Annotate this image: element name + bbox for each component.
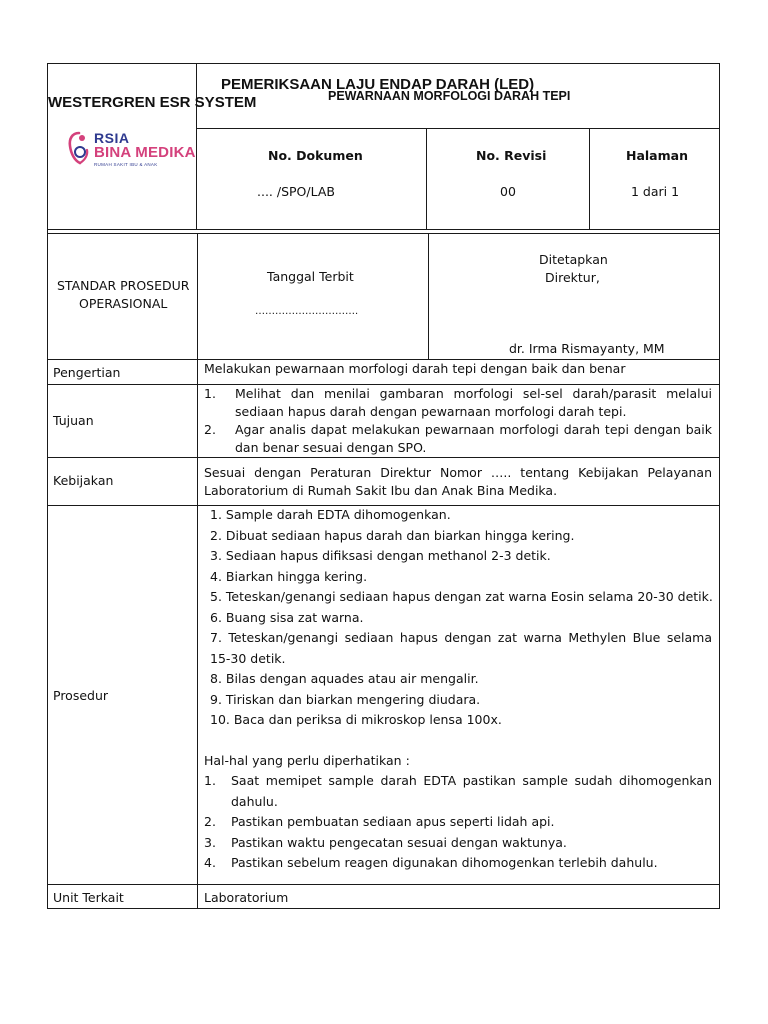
no-revisi-value: 00 (500, 184, 516, 199)
title-left: WESTERGREN ESR SYSTEM (48, 94, 257, 111)
tujuan-num: 1. (204, 386, 216, 401)
prosedur-step: 1. Sample darah EDTA dihomogenkan. (210, 507, 451, 522)
prosedur-step: 9. Tiriskan dan biarkan mengering diudara. (210, 692, 481, 707)
kebijakan-line: Sesuai dengan Peraturan Direktur Nomor ….. tentang Kebijakan Pelayanan (204, 465, 712, 480)
prosedur-step: 7. Teteskan/genangi sediaan hapus dengan zat warna Methylen Blue selama (210, 630, 712, 645)
pengertian-label: Pengertian (53, 365, 121, 380)
tujuan-item-line: Agar analis dapat melakukan pewarnaan morfologi darah tepi dengan baik (235, 422, 712, 437)
perhatian-item-line: Pastikan pembuatan sediaan apus seperti lidah api. (231, 814, 555, 829)
tanggal-terbit-label: Tanggal Terbit (267, 269, 354, 284)
prosedur-step: 10. Baca dan periksa di mikroskop lensa 100x. (210, 712, 502, 727)
no-dokumen-value: .... /SPO/LAB (257, 184, 335, 199)
kebijakan-label: Kebijakan (53, 473, 114, 488)
prosedur-step: 15-30 detik. (210, 651, 286, 666)
perhatian-item-line: Pastikan waktu pengecatan sesuai dengan waktunya. (231, 835, 567, 850)
pengertian-text: Melakukan pewarnaan morfologi darah tepi dengan baik dan benar (204, 361, 626, 376)
no-revisi-label: No. Revisi (476, 148, 547, 163)
prosedur-step: 2. Dibuat sediaan hapus darah dan biarkan hingga kering. (210, 528, 575, 543)
no-dokumen-label: No. Dokumen (268, 148, 363, 163)
perhatian-item-line: dahulu. (231, 794, 278, 809)
unit-terkait-label: Unit Terkait (53, 890, 124, 905)
spo-label-line2: OPERASIONAL (79, 296, 168, 311)
perhatian-item-line: Saat memipet sample darah EDTA pastikan sample sudah dihomogenkan (231, 773, 712, 788)
perhatian-num: 3. (204, 835, 216, 850)
prosedur-label: Prosedur (53, 688, 109, 703)
perhatian-title: Hal-hal yang perlu diperhatikan : (204, 753, 410, 768)
signatory-name: dr. Irma Rismayanty, MM (509, 341, 665, 356)
tanggal-terbit-value: …………………………. (255, 306, 359, 317)
tujuan-item-line: dan benar sesuai dengan SPO. (235, 440, 427, 455)
prosedur-step: 4. Biarkan hingga kering. (210, 569, 368, 584)
logo-line2: BINA MEDIKA (94, 144, 196, 161)
tujuan-item-line: sediaan hapus darah dengan pewarnaan morfologi darah tepi. (235, 404, 627, 419)
perhatian-num: 2. (204, 814, 216, 829)
perhatian-num: 1. (204, 773, 216, 788)
tujuan-item-line: Melihat dan menilai gambaran morfologi sel-sel darah/parasit melalui (235, 386, 712, 401)
kebijakan-line: Laboratorium di Rumah Sakit Ibu dan Anak Bina Medika. (204, 483, 558, 498)
mother-child-logo-icon (66, 130, 92, 166)
prosedur-step: 3. Sediaan hapus difiksasi dengan methanol 2-3 detik. (210, 548, 551, 563)
tujuan-label: Tujuan (53, 413, 94, 428)
logo-line1: RSIA (94, 130, 130, 146)
perhatian-num: 4. (204, 855, 216, 870)
tujuan-num: 2. (204, 422, 216, 437)
halaman-value: 1 dari 1 (631, 184, 680, 199)
halaman-label: Halaman (626, 148, 688, 163)
title-main: PEMERIKSAAN LAJU ENDAP DARAH (LED) (221, 76, 535, 93)
title-sub: PEWARNAAN MORFOLOGI DARAH TEPI (328, 89, 571, 103)
prosedur-step: 6. Buang sisa zat warna. (210, 610, 364, 625)
prosedur-step: 5. Teteskan/genangi sediaan hapus dengan zat warna Eosin selama 20-30 detik. (210, 589, 713, 604)
unit-terkait-value: Laboratorium (204, 890, 289, 905)
prosedur-step: 8. Bilas dengan aquades atau air mengalir. (210, 671, 479, 686)
ditetapkan-label: Ditetapkan (539, 252, 608, 267)
spo-label-line1: STANDAR PROSEDUR (57, 278, 190, 293)
logo-line3: RUMAH SAKIT IBU & ANAK (94, 162, 158, 167)
direktur-label: Direktur, (545, 270, 600, 285)
perhatian-item-line: Pastikan sebelum reagen digunakan dihomogenkan terlebih dahulu. (231, 855, 658, 870)
